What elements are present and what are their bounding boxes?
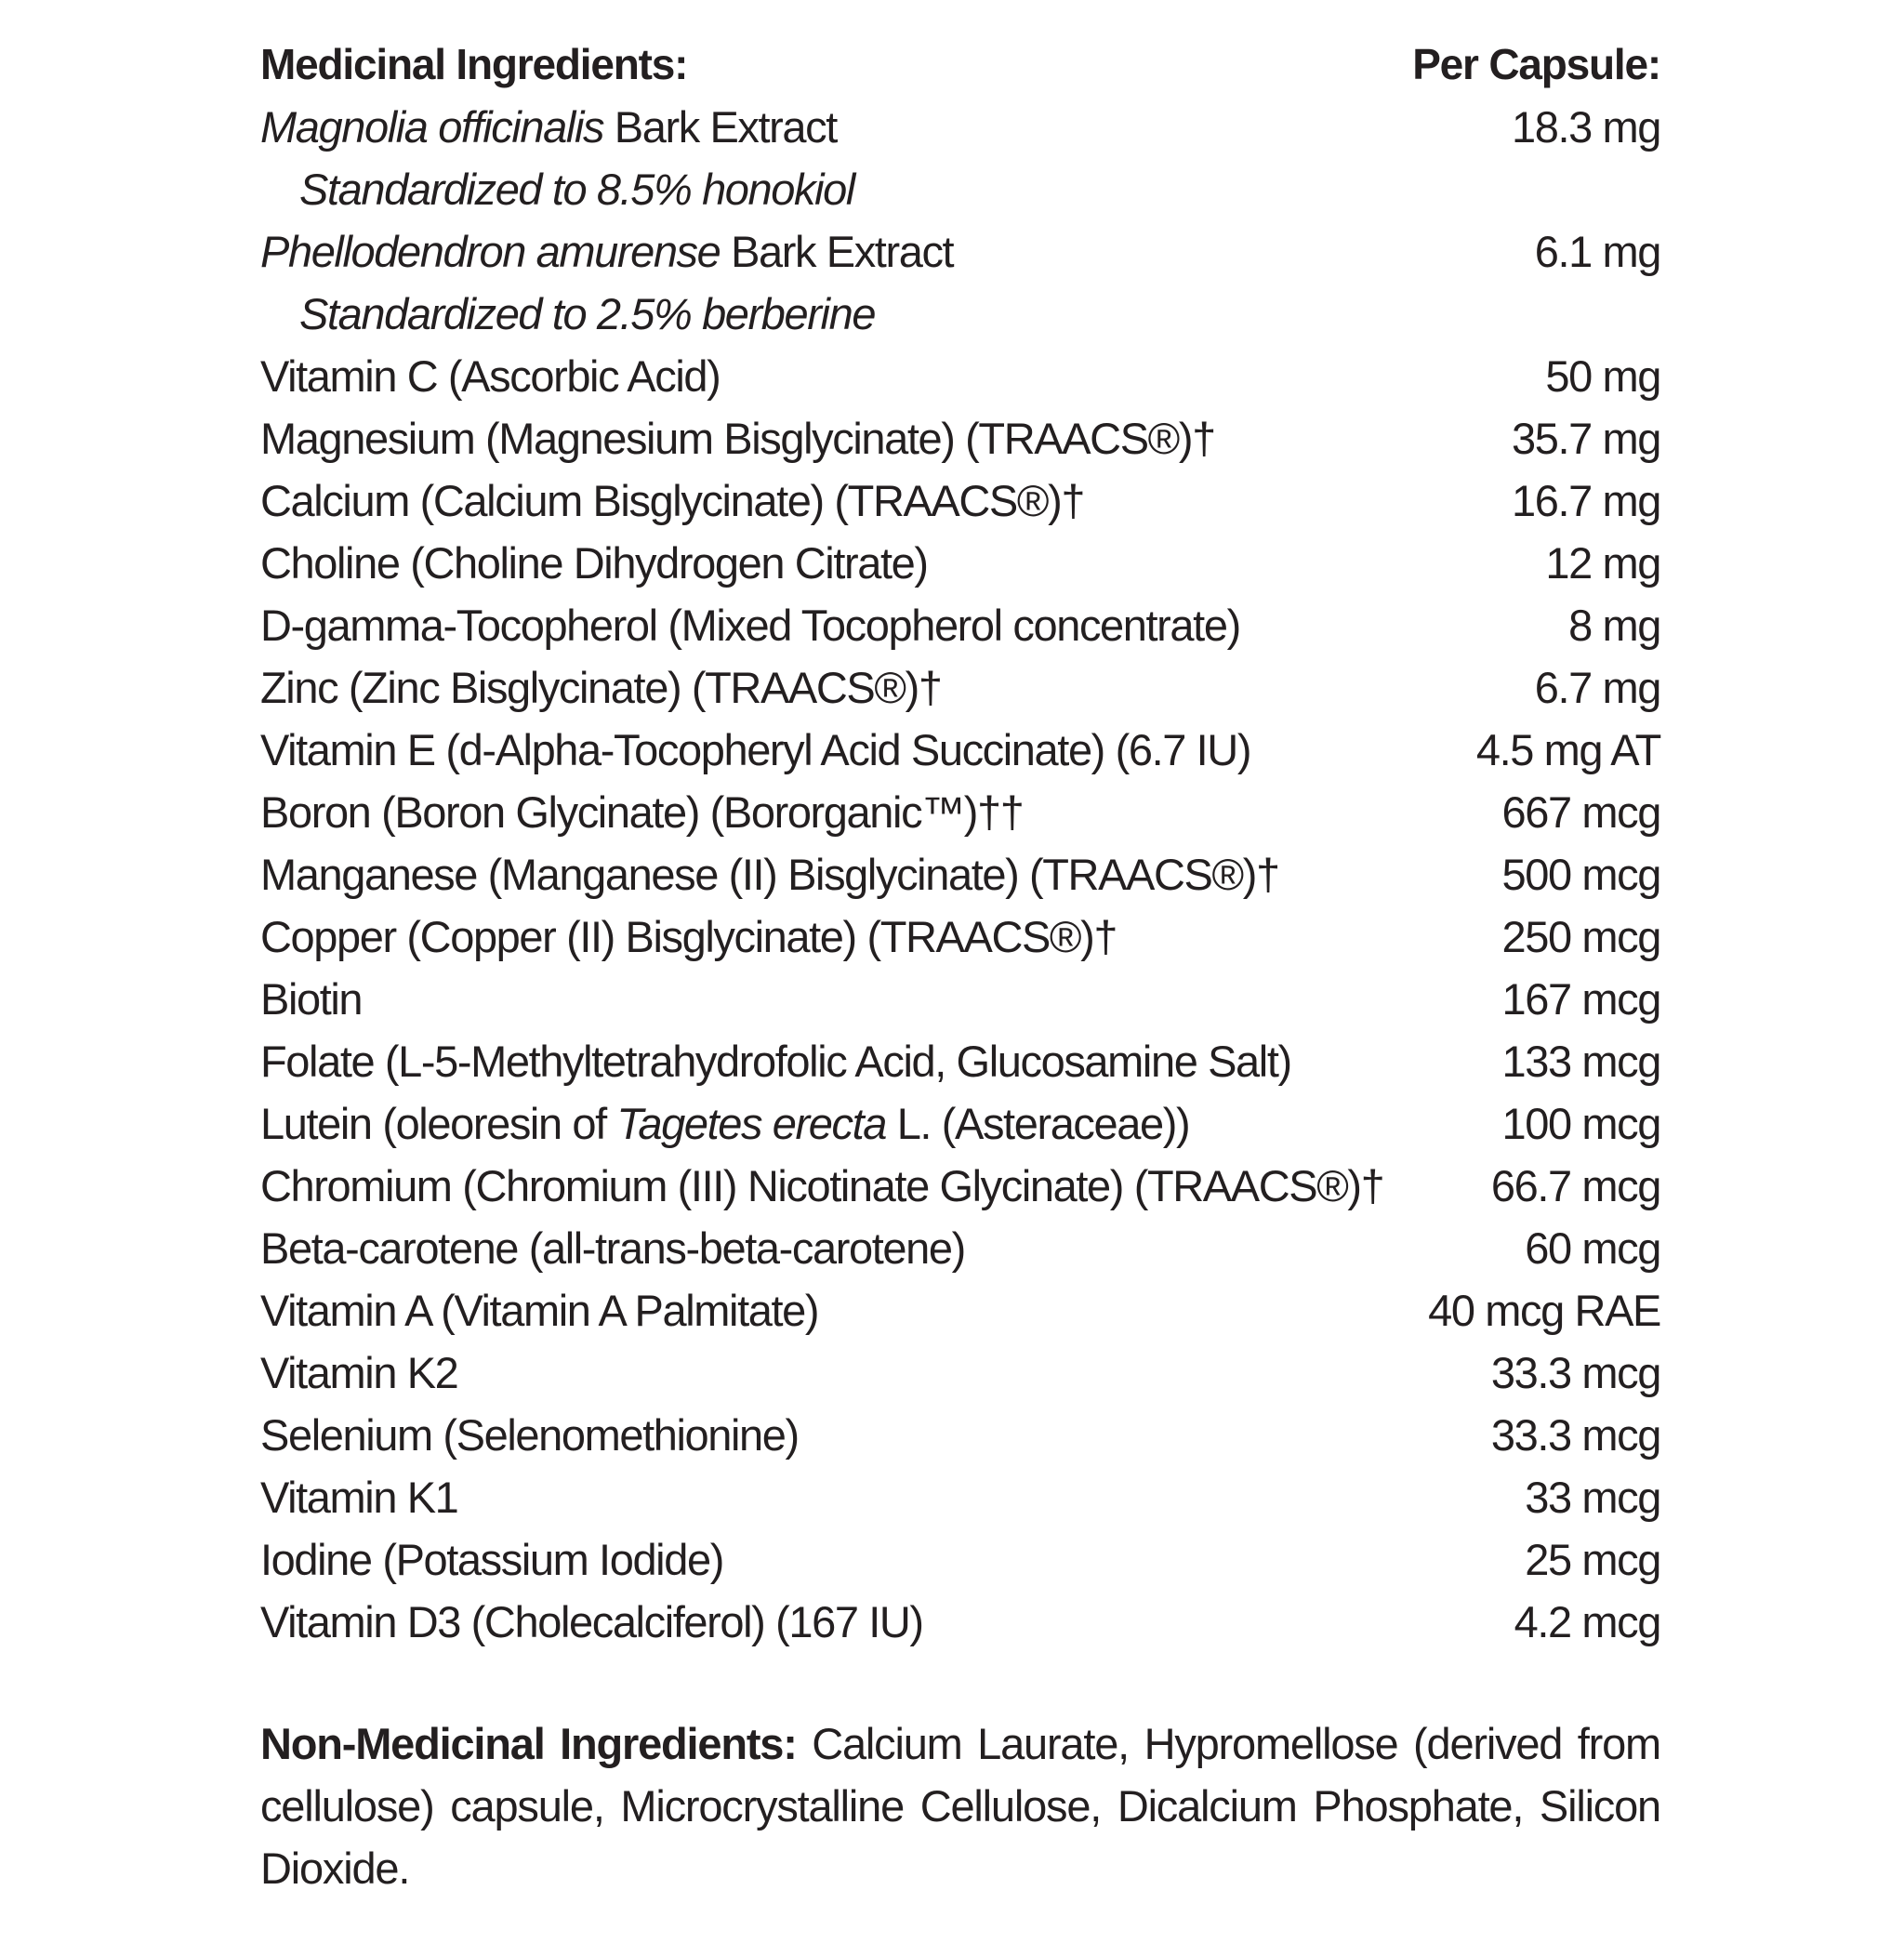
ingredient-name-text: Iodine (Potassium Iodide) — [260, 1535, 723, 1584]
ingredient-amount: 8 mg — [1568, 601, 1660, 650]
ingredient-name — [260, 968, 362, 1030]
ingredient-name — [260, 1030, 1291, 1092]
ingredient-name — [260, 781, 1024, 843]
ingredient-name-text: Vitamin D3 (Cholecalciferol) (167 IU) — [260, 1597, 923, 1646]
ingredient-name — [260, 1155, 1383, 1217]
ingredient-row — [260, 1466, 1660, 1528]
ingredient-row — [260, 532, 1660, 594]
ingredient-row — [260, 345, 1660, 407]
ingredient-row — [260, 1217, 1660, 1279]
ingredient-name — [260, 345, 720, 407]
ingredient-name-text: Boron (Boron Glycinate) (Bororganic™)†† — [260, 787, 1024, 837]
ingredient-name-suffix: Bark Extract — [603, 102, 837, 152]
ingredient-name — [260, 1279, 818, 1342]
ingredient-name — [260, 1466, 457, 1528]
ingredient-name — [260, 407, 1215, 469]
ingredient-row — [260, 220, 1660, 283]
ingredient-name-text: Calcium (Calcium Bisglycinate) (TRAACS®)† — [260, 476, 1085, 525]
ingredient-name-suffix: L. (Asteraceae)) — [886, 1099, 1190, 1148]
ingredient-name-text: Vitamin K1 — [260, 1473, 458, 1522]
table-header — [260, 33, 1660, 96]
ingredient-name-text: Vitamin C (Ascorbic Acid) — [260, 351, 721, 401]
ingredient-name-text: Copper (Copper (II) Bisglycinate) (TRAACS®)† — [260, 912, 1117, 961]
ingredient-standardization-row — [260, 283, 1660, 345]
non-medicinal-heading: Non-Medicinal Ingredients: — [260, 1719, 797, 1768]
ingredient-name — [260, 532, 928, 594]
ingredient-name-text: Folate (L-5-Methyltetrahydrofolic Acid, Glucosamine Salt) — [260, 1037, 1291, 1086]
ingredient-amount: 100 mcg — [1501, 1099, 1660, 1148]
ingredient-name — [260, 594, 1240, 656]
ingredient-name-text: Selenium (Selenomethionine) — [260, 1410, 799, 1460]
ingredient-name-suffix: Bark Extract — [720, 227, 954, 276]
non-medicinal-text: Calcium Laurate, Hypromellose (derived from cellulose) capsule, Microcrystalline Cellulose, Dicalcium Phosphate, Silicon Dioxide. — [260, 1719, 1661, 1893]
ingredient-name-italic: Magnolia officinalis — [260, 102, 604, 152]
ingredient-amount: 6.7 mg — [1534, 663, 1660, 712]
ingredient-amount: 500 mcg — [1501, 850, 1660, 899]
ingredient-name-italic: Standardized to 2.5% berberine — [299, 289, 876, 338]
ingredient-label — [260, 33, 1660, 1943]
ingredient-amount: 66.7 mcg — [1490, 1161, 1660, 1210]
ingredient-standardization-row — [260, 158, 1660, 220]
ingredient-amount: 18.3 mg — [1511, 102, 1660, 152]
ingredient-amount: 25 mcg — [1525, 1535, 1660, 1584]
ingredient-row — [260, 1279, 1660, 1342]
ingredient-name-text: Chromium (Chromium (III) Nicotinate Glycinate) (TRAACS®)† — [260, 1161, 1384, 1210]
ingredient-row — [260, 656, 1660, 719]
non-medicinal-ingredients — [260, 1712, 1660, 1899]
ingredient-name-italic: Standardized to 8.5% honokiol — [299, 165, 854, 214]
ingredient-row — [260, 407, 1660, 469]
ingredient-name — [260, 1528, 723, 1591]
ingredient-row — [260, 1030, 1660, 1092]
ingredient-row — [260, 781, 1660, 843]
ingredient-amount: 4.5 mg AT — [1475, 725, 1660, 774]
ingredient-name — [260, 905, 1117, 968]
ingredient-row — [260, 843, 1660, 905]
ingredient-amount: 250 mcg — [1501, 912, 1660, 961]
ingredient-amount: 133 mcg — [1501, 1037, 1660, 1086]
ingredient-row — [260, 1591, 1660, 1653]
ingredient-name-text: Choline (Choline Dihydrogen Citrate) — [260, 538, 928, 588]
medicinal-ingredients-heading: Medicinal Ingredients: — [260, 40, 688, 88]
ingredient-name-text: Vitamin K2 — [260, 1348, 458, 1397]
ingredient-amount: 33.3 mcg — [1490, 1348, 1660, 1397]
ingredient-amount: 167 mcg — [1501, 974, 1660, 1024]
ingredient-name-italic: Phellodendron amurense — [260, 227, 721, 276]
ingredient-row — [260, 1342, 1660, 1404]
ingredient-name — [260, 1591, 923, 1653]
ingredient-list — [260, 96, 1660, 1653]
ingredient-amount: 35.7 mg — [1511, 414, 1660, 463]
ingredient-amount: 4.2 mcg — [1514, 1597, 1660, 1646]
ingredient-amount: 50 mg — [1545, 351, 1660, 401]
ingredient-name-text: D-gamma-Tocopherol (Mixed Tocopherol concentrate) — [260, 601, 1240, 650]
ingredient-name — [260, 656, 942, 719]
ingredient-amount: 6.1 mg — [1534, 227, 1660, 276]
ingredient-row — [260, 1404, 1660, 1466]
ingredient-amount: 60 mcg — [1525, 1223, 1660, 1273]
ingredient-name — [260, 469, 1084, 532]
per-capsule-heading: Per Capsule: — [1412, 40, 1660, 88]
ingredient-name — [260, 843, 1279, 905]
ingredient-name — [299, 283, 875, 345]
ingredient-name — [260, 719, 1250, 781]
ingredient-amount: 33 mcg — [1525, 1473, 1660, 1522]
ingredient-name-text: Vitamin E (d-Alpha-Tocopheryl Acid Succinate) (6.7 IU) — [260, 725, 1251, 774]
ingredient-amount: 12 mg — [1545, 538, 1660, 588]
ingredient-name-text: Lutein (oleoresin of — [260, 1099, 617, 1148]
ingredient-name — [299, 158, 854, 220]
ingredient-name — [260, 1404, 799, 1466]
ingredient-name-text: Beta-carotene (all-trans-beta-carotene) — [260, 1223, 965, 1273]
ingredient-row — [260, 469, 1660, 532]
ingredient-row — [260, 719, 1660, 781]
ingredient-row — [260, 1155, 1660, 1217]
ingredient-name-text: Vitamin A (Vitamin A Palmitate) — [260, 1286, 819, 1335]
ingredient-name-italic: Tagetes erecta — [616, 1099, 887, 1148]
ingredient-row — [260, 1528, 1660, 1591]
ingredient-name-text: Magnesium (Magnesium Bisglycinate) (TRAACS®)† — [260, 414, 1215, 463]
ingredient-amount: 33.3 mcg — [1490, 1410, 1660, 1460]
ingredient-row — [260, 1092, 1660, 1155]
ingredient-row — [260, 96, 1660, 158]
ingredient-name — [260, 1217, 965, 1279]
ingredient-row — [260, 905, 1660, 968]
ingredient-name-text: Biotin — [260, 974, 363, 1024]
ingredient-name — [260, 1342, 457, 1404]
ingredient-amount: 667 mcg — [1501, 787, 1660, 837]
ingredient-amount: 16.7 mg — [1511, 476, 1660, 525]
ingredient-name — [260, 1092, 1189, 1155]
ingredient-name — [260, 96, 837, 158]
ingredient-name-text: Manganese (Manganese (II) Bisglycinate) (TRAACS®)† — [260, 850, 1279, 899]
ingredient-row — [260, 968, 1660, 1030]
ingredient-row — [260, 594, 1660, 656]
ingredient-name — [260, 220, 953, 283]
ingredient-name-text: Zinc (Zinc Bisglycinate) (TRAACS®)† — [260, 663, 942, 712]
ingredient-amount: 40 mcg RAE — [1428, 1286, 1660, 1335]
